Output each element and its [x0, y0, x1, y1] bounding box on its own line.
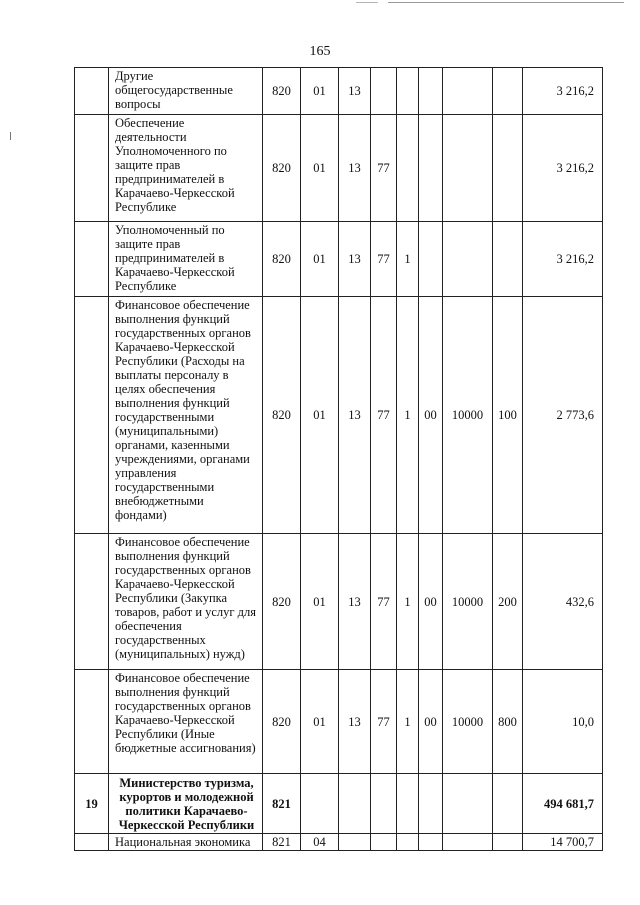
direction-code	[419, 774, 443, 834]
page-number: 165	[309, 44, 331, 59]
direction-code	[419, 222, 443, 297]
direction-code: 00	[419, 670, 443, 774]
expense-code: 10000	[443, 297, 493, 534]
ministry-code: 820	[263, 222, 301, 297]
row-number	[75, 222, 109, 297]
ministry-code: 820	[263, 534, 301, 670]
expense-type-code	[493, 115, 523, 222]
row-name: Другие общегосударственные вопросы	[109, 68, 263, 115]
program-code	[371, 68, 397, 115]
section-code: 01	[301, 670, 339, 774]
amount: 14 700,7	[523, 834, 603, 851]
budget-table	[74, 67, 603, 851]
row-number	[75, 834, 109, 851]
program-code: 77	[371, 534, 397, 670]
row-name: Уполномоченный по защите прав предпринимателей в Карачаево-Черкесской Республике	[109, 222, 263, 297]
direction-code: 00	[419, 534, 443, 670]
expense-code	[443, 115, 493, 222]
subsection-code: 13	[339, 534, 371, 670]
subprogram-code	[397, 774, 419, 834]
row-name: Обеспечение деятельности Уполномоченного по защите прав предпринимателей в Карачаево-Черкесской Республике	[109, 115, 263, 222]
section-code: 01	[301, 297, 339, 534]
amount: 432,6	[523, 534, 603, 670]
expense-type-code: 200	[493, 534, 523, 670]
expense-code	[443, 222, 493, 297]
scan-artifact-mark	[10, 132, 11, 140]
direction-code	[419, 115, 443, 222]
table-row	[75, 834, 603, 851]
ministry-code: 821	[263, 834, 301, 851]
program-code: 77	[371, 115, 397, 222]
expense-code	[443, 68, 493, 115]
expense-type-code	[493, 774, 523, 834]
program-code: 77	[371, 670, 397, 774]
section-code: 01	[301, 222, 339, 297]
section-code: 01	[301, 115, 339, 222]
subprogram-code: 1	[397, 222, 419, 297]
subsection-code: 13	[339, 297, 371, 534]
amount: 10,0	[523, 670, 603, 774]
table-row	[75, 222, 603, 297]
amount: 3 216,2	[523, 222, 603, 297]
table-row	[75, 68, 603, 115]
table-row	[75, 670, 603, 774]
section-code: 04	[301, 834, 339, 851]
subsection-code: 13	[339, 222, 371, 297]
expense-type-code	[493, 222, 523, 297]
subprogram-code: 1	[397, 670, 419, 774]
expense-code: 10000	[443, 534, 493, 670]
table-row	[75, 774, 603, 834]
expense-code	[443, 774, 493, 834]
subsection-code: 13	[339, 115, 371, 222]
program-code	[371, 774, 397, 834]
subprogram-code	[397, 68, 419, 115]
program-code	[371, 834, 397, 851]
expense-type-code: 100	[493, 297, 523, 534]
row-name: Финансовое обеспечение выполнения функций государственных органов Карачаево-Черкесской Республики (Закупка товаров, работ и услуг для обеспечения государственных (муниципальных) нужд)	[109, 534, 263, 670]
direction-code	[419, 68, 443, 115]
row-number: 19	[75, 774, 109, 834]
row-name: Министерство туризма, курортов и молодежной политики Карачаево-Черкесской Республики	[109, 774, 263, 834]
amount: 494 681,7	[523, 774, 603, 834]
subsection-code: 13	[339, 670, 371, 774]
section-code	[301, 774, 339, 834]
expense-type-code	[493, 68, 523, 115]
amount: 3 216,2	[523, 68, 603, 115]
table-row	[75, 115, 603, 222]
amount: 2 773,6	[523, 297, 603, 534]
subprogram-code: 1	[397, 297, 419, 534]
ministry-code: 820	[263, 115, 301, 222]
subsection-code	[339, 834, 371, 851]
ministry-code: 821	[263, 774, 301, 834]
expense-code: 10000	[443, 670, 493, 774]
table-row	[75, 534, 603, 670]
section-code: 01	[301, 68, 339, 115]
expense-code	[443, 834, 493, 851]
program-code: 77	[371, 297, 397, 534]
amount: 3 216,2	[523, 115, 603, 222]
section-code: 01	[301, 534, 339, 670]
row-number	[75, 670, 109, 774]
row-number	[75, 297, 109, 534]
row-number	[75, 68, 109, 115]
direction-code: 00	[419, 297, 443, 534]
scan-artifact-line	[356, 2, 378, 3]
row-name: Финансовое обеспечение выполнения функций государственных органов Карачаево-Черкесской Республики (Иные бюджетные ассигнования)	[109, 670, 263, 774]
row-number	[75, 115, 109, 222]
program-code: 77	[371, 222, 397, 297]
subprogram-code	[397, 115, 419, 222]
subprogram-code	[397, 834, 419, 851]
direction-code	[419, 834, 443, 851]
ministry-code: 820	[263, 670, 301, 774]
ministry-code: 820	[263, 68, 301, 115]
row-name: Национальная экономика	[109, 834, 263, 851]
expense-type-code: 800	[493, 670, 523, 774]
ministry-code: 820	[263, 297, 301, 534]
row-name: Финансовое обеспечение выполнения функций государственных органов Карачаево-Черкесской Республики (Расходы на выплаты персоналу в целях обеспечения выполнения функций государственными (муниципальными) органами, казенными учреждениями, органами управления государственными внебюджетными фондами)	[109, 297, 263, 534]
subsection-code	[339, 774, 371, 834]
row-number	[75, 534, 109, 670]
subprogram-code: 1	[397, 534, 419, 670]
expense-type-code	[493, 834, 523, 851]
scan-artifact-line	[388, 2, 624, 3]
table-row	[75, 297, 603, 534]
subsection-code: 13	[339, 68, 371, 115]
